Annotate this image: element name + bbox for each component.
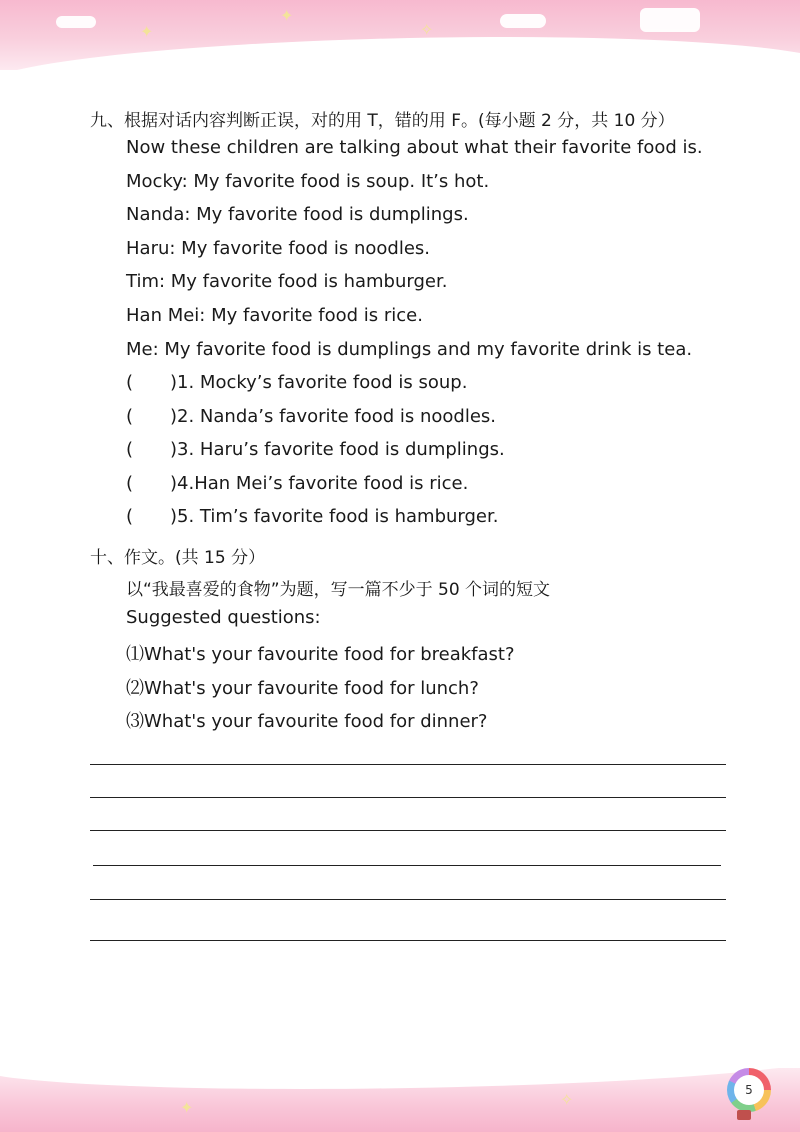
section-10-heading: 十、作文。(共 15 分） [90, 548, 266, 568]
banner-wave [0, 29, 800, 70]
dialogue-line: Nanda: My favorite food is dumplings. [126, 204, 469, 225]
dialogue-line: Mocky: My favorite food is soup. It’s hot. [126, 171, 490, 192]
answer-blank[interactable]: ( [126, 372, 134, 393]
dialogue-line: Tim: My favorite food is hamburger. [126, 271, 448, 292]
true-false-item [126, 372, 467, 393]
sparkle-icon: ✦ [180, 1098, 194, 1117]
sparkle-icon: ✦ [140, 22, 154, 41]
answer-blank[interactable]: ( [126, 406, 134, 427]
cloud-decoration [640, 8, 700, 32]
answer-blank[interactable]: ( [126, 506, 134, 527]
writing-line[interactable] [90, 764, 726, 765]
dialogue-line: Haru: My favorite food is noodles. [126, 238, 430, 259]
banner-wave [0, 1068, 800, 1096]
writing-line[interactable] [93, 865, 721, 866]
item-text: )2. Nanda’s favorite food is noodles. [170, 406, 497, 427]
balloon-basket-icon [737, 1110, 751, 1120]
writing-line[interactable] [90, 830, 726, 831]
section-9-heading: 九、根据对话内容判断正误，对的用 T，错的用 F。(每小题 2 分，共 10 分） [90, 111, 675, 131]
page-number-badge [727, 1068, 771, 1112]
writing-line[interactable] [90, 940, 726, 941]
item-text: )3. Haru’s favorite food is dumplings. [170, 439, 505, 460]
item-text: )4.Han Mei’s favorite food is rice. [170, 473, 469, 494]
bottom-banner [0, 1068, 800, 1132]
dialogue-line: Me: My favorite food is dumplings and my favorite drink is tea. [126, 339, 693, 360]
answer-blank[interactable]: ( [126, 439, 134, 460]
sparkle-icon: ✧ [420, 20, 434, 39]
suggested-question: ⑴What's your favourite food for breakfast? [126, 644, 515, 665]
top-banner [0, 0, 800, 70]
true-false-item [126, 406, 496, 427]
suggested-question: ⑶What's your favourite food for dinner? [126, 711, 488, 732]
suggested-question: ⑵What's your favourite food for lunch? [126, 678, 479, 699]
true-false-item [126, 439, 505, 460]
item-text: )5. Tim’s favorite food is hamburger. [170, 506, 499, 527]
suggested-questions-label: Suggested questions: [126, 607, 321, 628]
writing-line[interactable] [90, 797, 726, 798]
writing-line[interactable] [90, 899, 726, 900]
page-number: 5 [734, 1075, 764, 1105]
cloud-decoration [500, 14, 546, 28]
sparkle-icon: ✧ [560, 1090, 574, 1109]
item-text: )1. Mocky’s favorite food is soup. [170, 372, 468, 393]
dialogue-line: Han Mei: My favorite food is rice. [126, 305, 423, 326]
true-false-item [126, 506, 498, 527]
answer-blank[interactable]: ( [126, 473, 134, 494]
dialogue-intro: Now these children are talking about what their favorite food is. [126, 137, 703, 158]
true-false-item [126, 473, 468, 494]
essay-prompt: 以“我最喜爱的食物”为题，写一篇不少于 50 个词的短文 [126, 580, 551, 600]
cloud-decoration [56, 16, 96, 28]
sparkle-icon: ✦ [280, 6, 294, 25]
